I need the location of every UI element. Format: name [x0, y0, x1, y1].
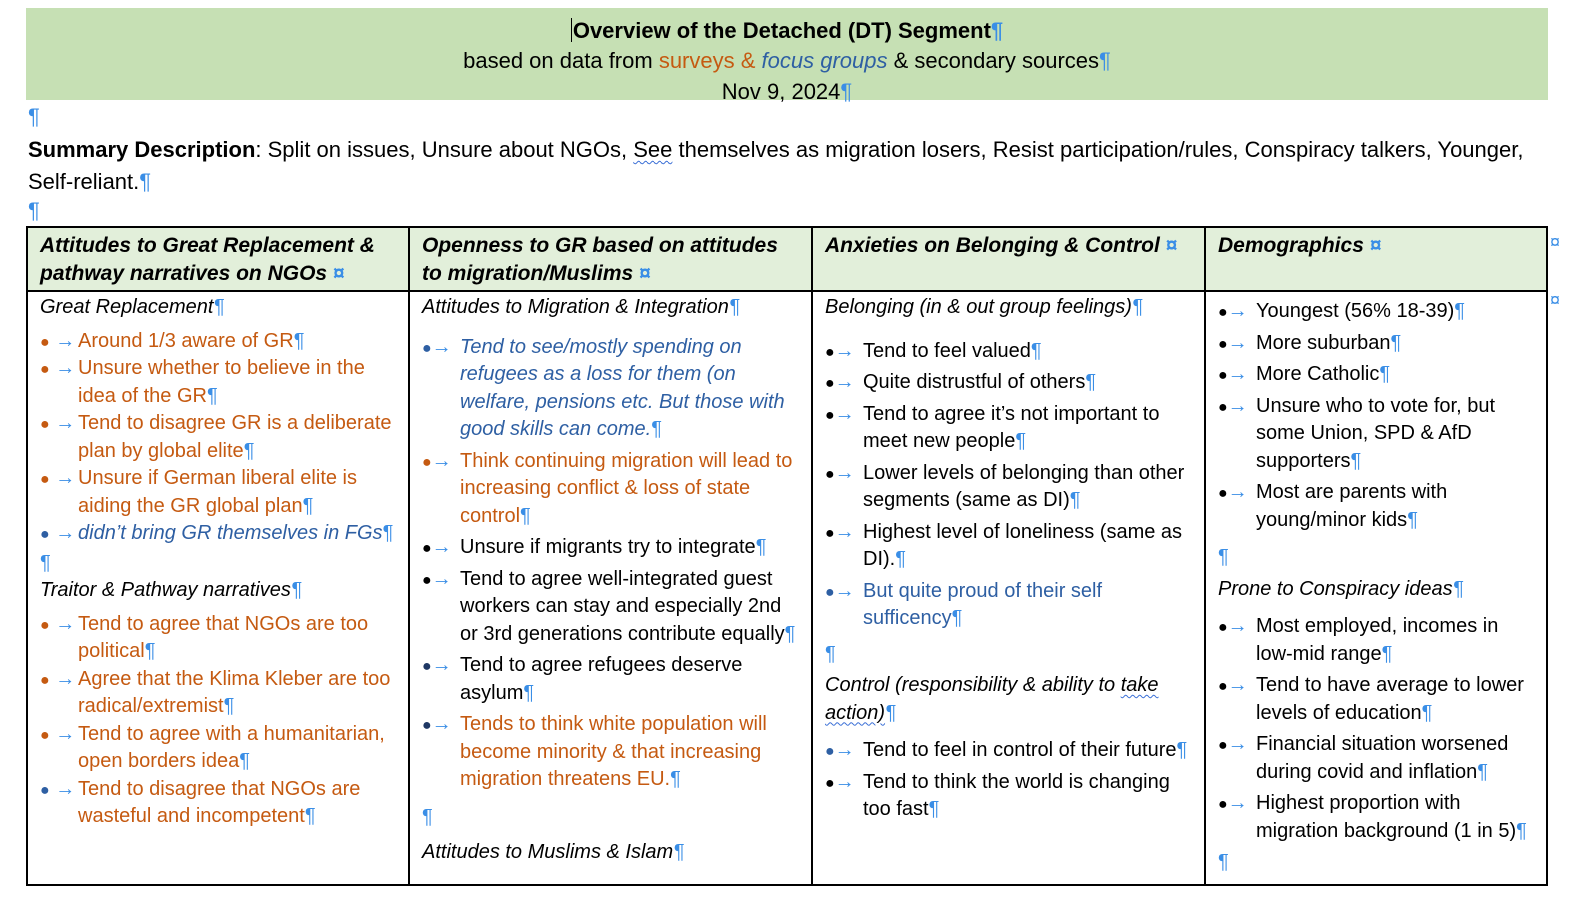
list-item: ●→ More suburban¶: [1218, 331, 1402, 354]
list-item: ●→ Highest level of loneliness (same as DI).¶: [825, 520, 1183, 570]
list-item: ●→ Tend to think the world is changing too fast¶: [825, 770, 1170, 820]
subheading-belonging: Belonging (in & out group feelings)¶: [825, 296, 1143, 318]
list-item: ●→ Most are parents with young/minor kids¶: [1218, 481, 1448, 531]
row-end-marker-icon: ¤: [1550, 232, 1561, 252]
header-cell-anxieties[interactable]: Anxieties on Belonging & Control ¤: [812, 227, 1205, 291]
document-title[interactable]: Overview of the Detached (DT) Segment: [572, 18, 991, 43]
pilcrow-icon: ¶: [28, 104, 40, 129]
pilcrow-icon: ¶: [40, 551, 51, 574]
belonging-list: [825, 338, 1194, 633]
header-cell-demographics[interactable]: Demographics ¤: [1205, 227, 1547, 291]
list-item: ● → Tend to agree that NGOs are too political¶: [40, 612, 369, 662]
header-cell-openness[interactable]: Openness to GR based on attitudes to migration/Muslims ¤: [409, 227, 812, 291]
list-item: ● → Tend to disagree that NGOs are wasteful and incompetent¶: [40, 777, 361, 827]
list-item: ●→ Unsure if migrants try to integrate¶: [422, 536, 767, 558]
cell-anxieties[interactable]: [812, 291, 1205, 885]
subheading-great-replacement: Great Replacement¶: [40, 296, 225, 318]
pilcrow-icon: ¶: [28, 198, 40, 223]
list-item: ●→ Financial situation worsened during covid and inflation¶: [1218, 733, 1509, 783]
list-item: ●→ Highest proportion with migration background (1 in 5)¶: [1218, 792, 1527, 842]
list-item: ●→ Youngest (56% 18-39)¶: [1218, 300, 1466, 322]
subtitle-prefix[interactable]: based on data from: [463, 48, 659, 73]
document-title-banner: [26, 8, 1548, 104]
list-item: ● → Unsure if German liberal elite is aiding the GR global plan¶: [40, 467, 357, 517]
summary-text-a: : Split on issues, Unsure about NGOs,: [255, 137, 634, 162]
list-item: ●→ Tend to agree well-integrated guest workers can stay and especially 2nd or 3rd generations contribute equally¶: [422, 567, 796, 645]
row-end-marker-icon: ¤: [1550, 290, 1561, 310]
gr-list: [40, 328, 398, 548]
list-item: ● → didn’t bring GR themselves in FGs¶: [40, 522, 394, 544]
list-item: ●→ Think continuing migration will lead to increasing conflict & loss of state control¶: [422, 449, 793, 527]
summary-paragraph[interactable]: [28, 134, 1568, 198]
list-item: ●→ Tend to feel valued¶: [825, 339, 1042, 362]
table-header-row: [27, 227, 1547, 291]
list-item: ● → Around 1/3 aware of GR¶: [40, 329, 305, 352]
summary-text-b: themselves as migration losers, Resist participation/rules, Conspiracy talkers, Younger, Self-reliant.: [28, 137, 1524, 194]
list-item: ●→ Tends to think white population will become minority & that increasing migration threatens EU.¶: [422, 713, 767, 790]
subheading-control: Control (responsibility & ability to take action)¶: [825, 674, 1159, 724]
list-item: ● → Tend to disagree GR is a deliberate plan by global elite¶: [40, 412, 392, 462]
subheading-migration-integration: Attitudes to Migration & Integration¶: [422, 296, 740, 318]
summary-label: Summary Description: [28, 137, 256, 162]
traitor-list: [40, 611, 398, 831]
subheading-muslims-islam: Attitudes to Muslims & Islam¶: [422, 841, 684, 863]
pilcrow-icon: ¶: [1218, 546, 1229, 568]
cell-gr[interactable]: [27, 291, 409, 885]
header-cell-gr[interactable]: Attitudes to Great Replacement & pathway narratives on NGOs ¤: [27, 227, 409, 291]
list-item: ●→ Tend to feel in control of their future¶: [825, 739, 1188, 761]
table-body-row: [27, 291, 1547, 885]
control-list: [825, 737, 1194, 824]
pilcrow-icon: ¶: [1218, 851, 1229, 873]
subtitle-focus-groups[interactable]: focus groups: [761, 48, 888, 73]
segment-table: [26, 226, 1548, 886]
list-item: ● → Unsure whether to believe in the idea of the GR¶: [40, 357, 365, 407]
list-item: ● → Agree that the Klima Kleber are too radical/extremist¶: [40, 667, 391, 717]
pilcrow-icon: ¶: [840, 79, 853, 104]
pilcrow-icon: ¶: [1099, 48, 1111, 73]
list-item: ●→ Most employed, incomes in low-mid range¶: [1218, 615, 1499, 665]
document-date[interactable]: Nov 9, 2024: [721, 79, 841, 104]
list-item: ●→ Tend to agree refugees deserve asylum¶: [422, 654, 743, 704]
pilcrow-icon: ¶: [139, 169, 152, 194]
pilcrow-icon: ¶: [990, 18, 1004, 43]
subtitle-surveys[interactable]: surveys: [658, 48, 735, 73]
list-item: ●→ But quite proud of their self sufficency¶: [825, 579, 1103, 629]
list-item: ●→ More Catholic¶: [1218, 363, 1391, 385]
list-item: ●→ Tend to agree it’s not important to meet new people¶: [825, 402, 1160, 452]
list-item: ●→ Quite distrustful of others¶: [825, 371, 1097, 393]
cell-demographics[interactable]: [1205, 291, 1547, 885]
conspiracy-list: [1218, 613, 1536, 845]
pilcrow-icon: ¶: [422, 805, 433, 828]
migration-list: [422, 334, 801, 794]
subtitle-ampersand[interactable]: &: [734, 48, 762, 73]
subheading-conspiracy: Prone to Conspiracy ideas¶: [1218, 577, 1464, 600]
summary-text-see: See: [633, 137, 673, 162]
subheading-traitor-pathway: Traitor & Pathway narratives¶: [40, 579, 302, 601]
demographics-list: [1218, 298, 1536, 534]
list-item: ●→ Lower levels of belonging than other segments (same as DI)¶: [825, 461, 1185, 511]
list-item: ● → Tend to agree with a humanitarian, open borders idea¶: [40, 722, 385, 772]
pilcrow-icon: ¶: [825, 642, 836, 665]
subtitle-suffix[interactable]: & secondary sources: [887, 48, 1100, 73]
list-item: ●→ Tend to see/mostly spending on refugees as a loss for them (on welfare, pensions etc. But those with good skills can come.¶: [422, 335, 785, 440]
list-item: ●→ Unsure who to vote for, but some Union, SPD & AfD supporters¶: [1218, 394, 1496, 472]
list-item: ●→ Tend to have average to lower levels of education¶: [1218, 674, 1524, 724]
text-cursor: [571, 18, 572, 42]
cell-openness[interactable]: [409, 291, 812, 885]
